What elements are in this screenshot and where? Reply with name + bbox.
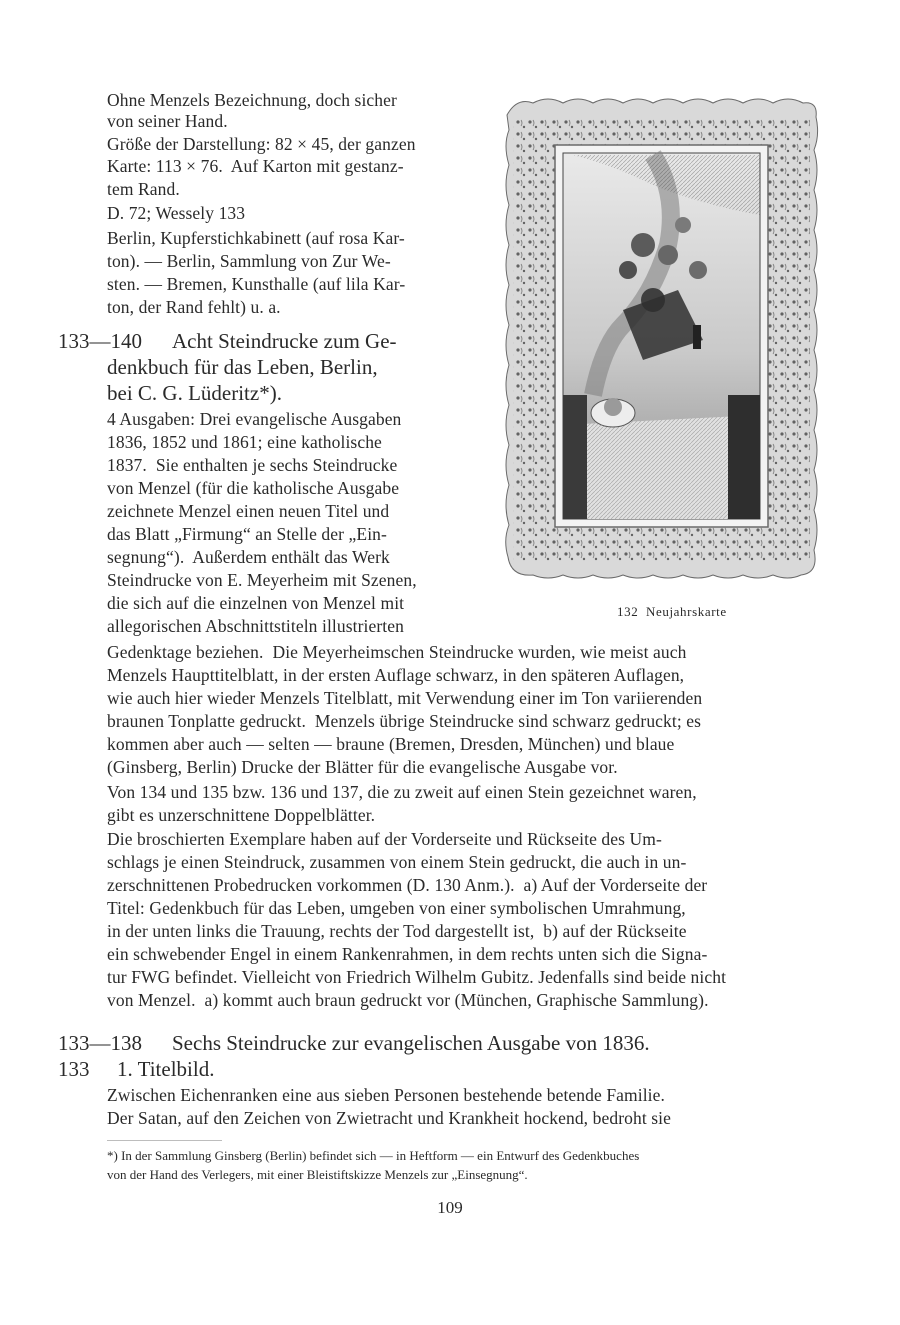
text-line: in der unten links die Trauung, rechts der Tod dargestellt ist, b) auf der Rückseite: [107, 921, 687, 941]
text-line: tur FWG befindet. Vielleicht von Friedrich Wilhelm Gubitz. Jedenfalls sind beide nicht: [107, 967, 727, 987]
text-line: braunen Tonplatte gedruckt. Menzels übrige Steindrucke sind schwarz gedruckt; es: [107, 711, 702, 731]
text-line: zerschnittenen Probedrucken vorkommen (D. 130 Anm.). a) Auf der Vorderseite der: [107, 875, 708, 895]
text-line: Berlin, Kupferstichkabinett (auf rosa Kar-: [107, 228, 405, 248]
text-line: Die broschierten Exemplare haben auf der Vorderseite und Rückseite des Um-: [107, 829, 662, 849]
entry-number: 133—140: [58, 329, 142, 353]
text-line: schlags je einen Steindruck, zusammen von einem Stein gedruckt, die auch in un-: [107, 852, 687, 872]
text-line: (Ginsberg, Berlin) Drucke der Blätter für die evangelische Ausgabe vor.: [107, 757, 618, 777]
text-line: Karte: 113 × 76. Auf Karton mit gestanz-: [107, 156, 404, 176]
text-line: sten. — Bremen, Kunsthalle (auf lila Kar-: [107, 274, 406, 294]
text-line: von seiner Hand.: [107, 111, 228, 131]
text-line: 1837. Sie enthalten je sechs Steindrucke: [107, 455, 398, 475]
text-line: Steindrucke von E. Meyerheim mit Szenen,: [107, 570, 417, 590]
entry-title-line: denkbuch für das Leben, Berlin,: [107, 355, 378, 379]
text-line: die sich auf die einzelnen von Menzel mit: [107, 593, 405, 613]
entry-title-line: 1. Titelbild.: [117, 1057, 215, 1081]
lace-card-illustration: [503, 95, 820, 581]
text-line: ton, der Rand fehlt) u. a.: [107, 297, 281, 317]
new-year-card-figure: [503, 95, 820, 581]
text-line: Titel: Gedenkbuch für das Leben, umgeben von einer symbolischen Umrahmung,: [107, 898, 686, 918]
entry-title-line: Sechs Steindrucke zur evangelischen Ausgabe von 1836.: [172, 1031, 650, 1055]
text-line: kommen aber auch — selten — braune (Bremen, Dresden, München) und blaue: [107, 734, 675, 754]
text-line: ton). — Berlin, Sammlung von Zur We-: [107, 251, 391, 271]
text-line: gibt es unzerschnittene Doppelblätter.: [107, 805, 376, 825]
footnote-line: *) In der Sammlung Ginsberg (Berlin) befindet sich — in Heftform — ein Entwurf des Gedenkbuches: [107, 1148, 640, 1163]
text-line: ein schwebender Engel in einem Rankenrahmen, in dem rechts unten sich die Signa-: [107, 944, 708, 964]
page-number: 109: [437, 1198, 463, 1217]
text-line: allegorischen Abschnittstiteln illustrierten: [107, 616, 404, 636]
text-line: zeichnete Menzel einen neuen Titel und: [107, 501, 390, 521]
text-line: Gedenktage beziehen. Die Meyerheimschen Steindrucke wurden, wie meist auch: [107, 642, 687, 662]
text-line: Ohne Menzels Bezeichnung, doch sicher: [107, 90, 397, 110]
text-line: Menzels Haupttitelblatt, in der ersten Auflage schwarz, in den späteren Auflagen,: [107, 665, 685, 685]
text-line: 1836, 1852 und 1861; eine katholische: [107, 432, 382, 452]
text-line: Der Satan, auf den Zeichen von Zwietracht und Krankheit hockend, bedroht sie: [107, 1108, 672, 1128]
text-line: wie auch hier wieder Menzels Titelblatt, mit Verwendung einer im Ton variierenden: [107, 688, 703, 708]
entry-number: 133: [58, 1057, 90, 1081]
entry-number: 133—138: [58, 1031, 142, 1055]
text-line: tem Rand.: [107, 179, 180, 199]
footnote-rule: [107, 1140, 222, 1141]
text-line: das Blatt „Firmung“ an Stelle der „Ein-: [107, 524, 387, 544]
text-line: 4 Ausgaben: Drei evangelische Ausgaben: [107, 409, 402, 429]
text-line: von Menzel. a) kommt auch braun gedruckt vor (München, Graphische Sammlung).: [107, 990, 709, 1010]
text-line: Von 134 und 135 bzw. 136 und 137, die zu zweit auf einen Stein gezeichnet waren,: [107, 782, 697, 802]
text-line: Größe der Darstellung: 82 × 45, der ganzen: [107, 134, 416, 154]
text-line: Zwischen Eichenranken eine aus sieben Personen bestehende betende Familie.: [107, 1085, 665, 1105]
figure-caption: 132 Neujahrskarte: [617, 604, 727, 619]
text-line: segnung“). Außerdem enthält das Werk: [107, 547, 390, 567]
text-line: von Menzel (für die katholische Ausgabe: [107, 478, 400, 498]
entry-title-line: Acht Steindrucke zum Ge-: [172, 329, 397, 353]
text-line: D. 72; Wessely 133: [107, 203, 246, 223]
entry-title-line: bei C. G. Lüderitz*).: [107, 381, 282, 405]
footnote-line: von der Hand des Verlegers, mit einer Bleistiftskizze Menzels zur „Einsegnung“.: [107, 1167, 528, 1182]
